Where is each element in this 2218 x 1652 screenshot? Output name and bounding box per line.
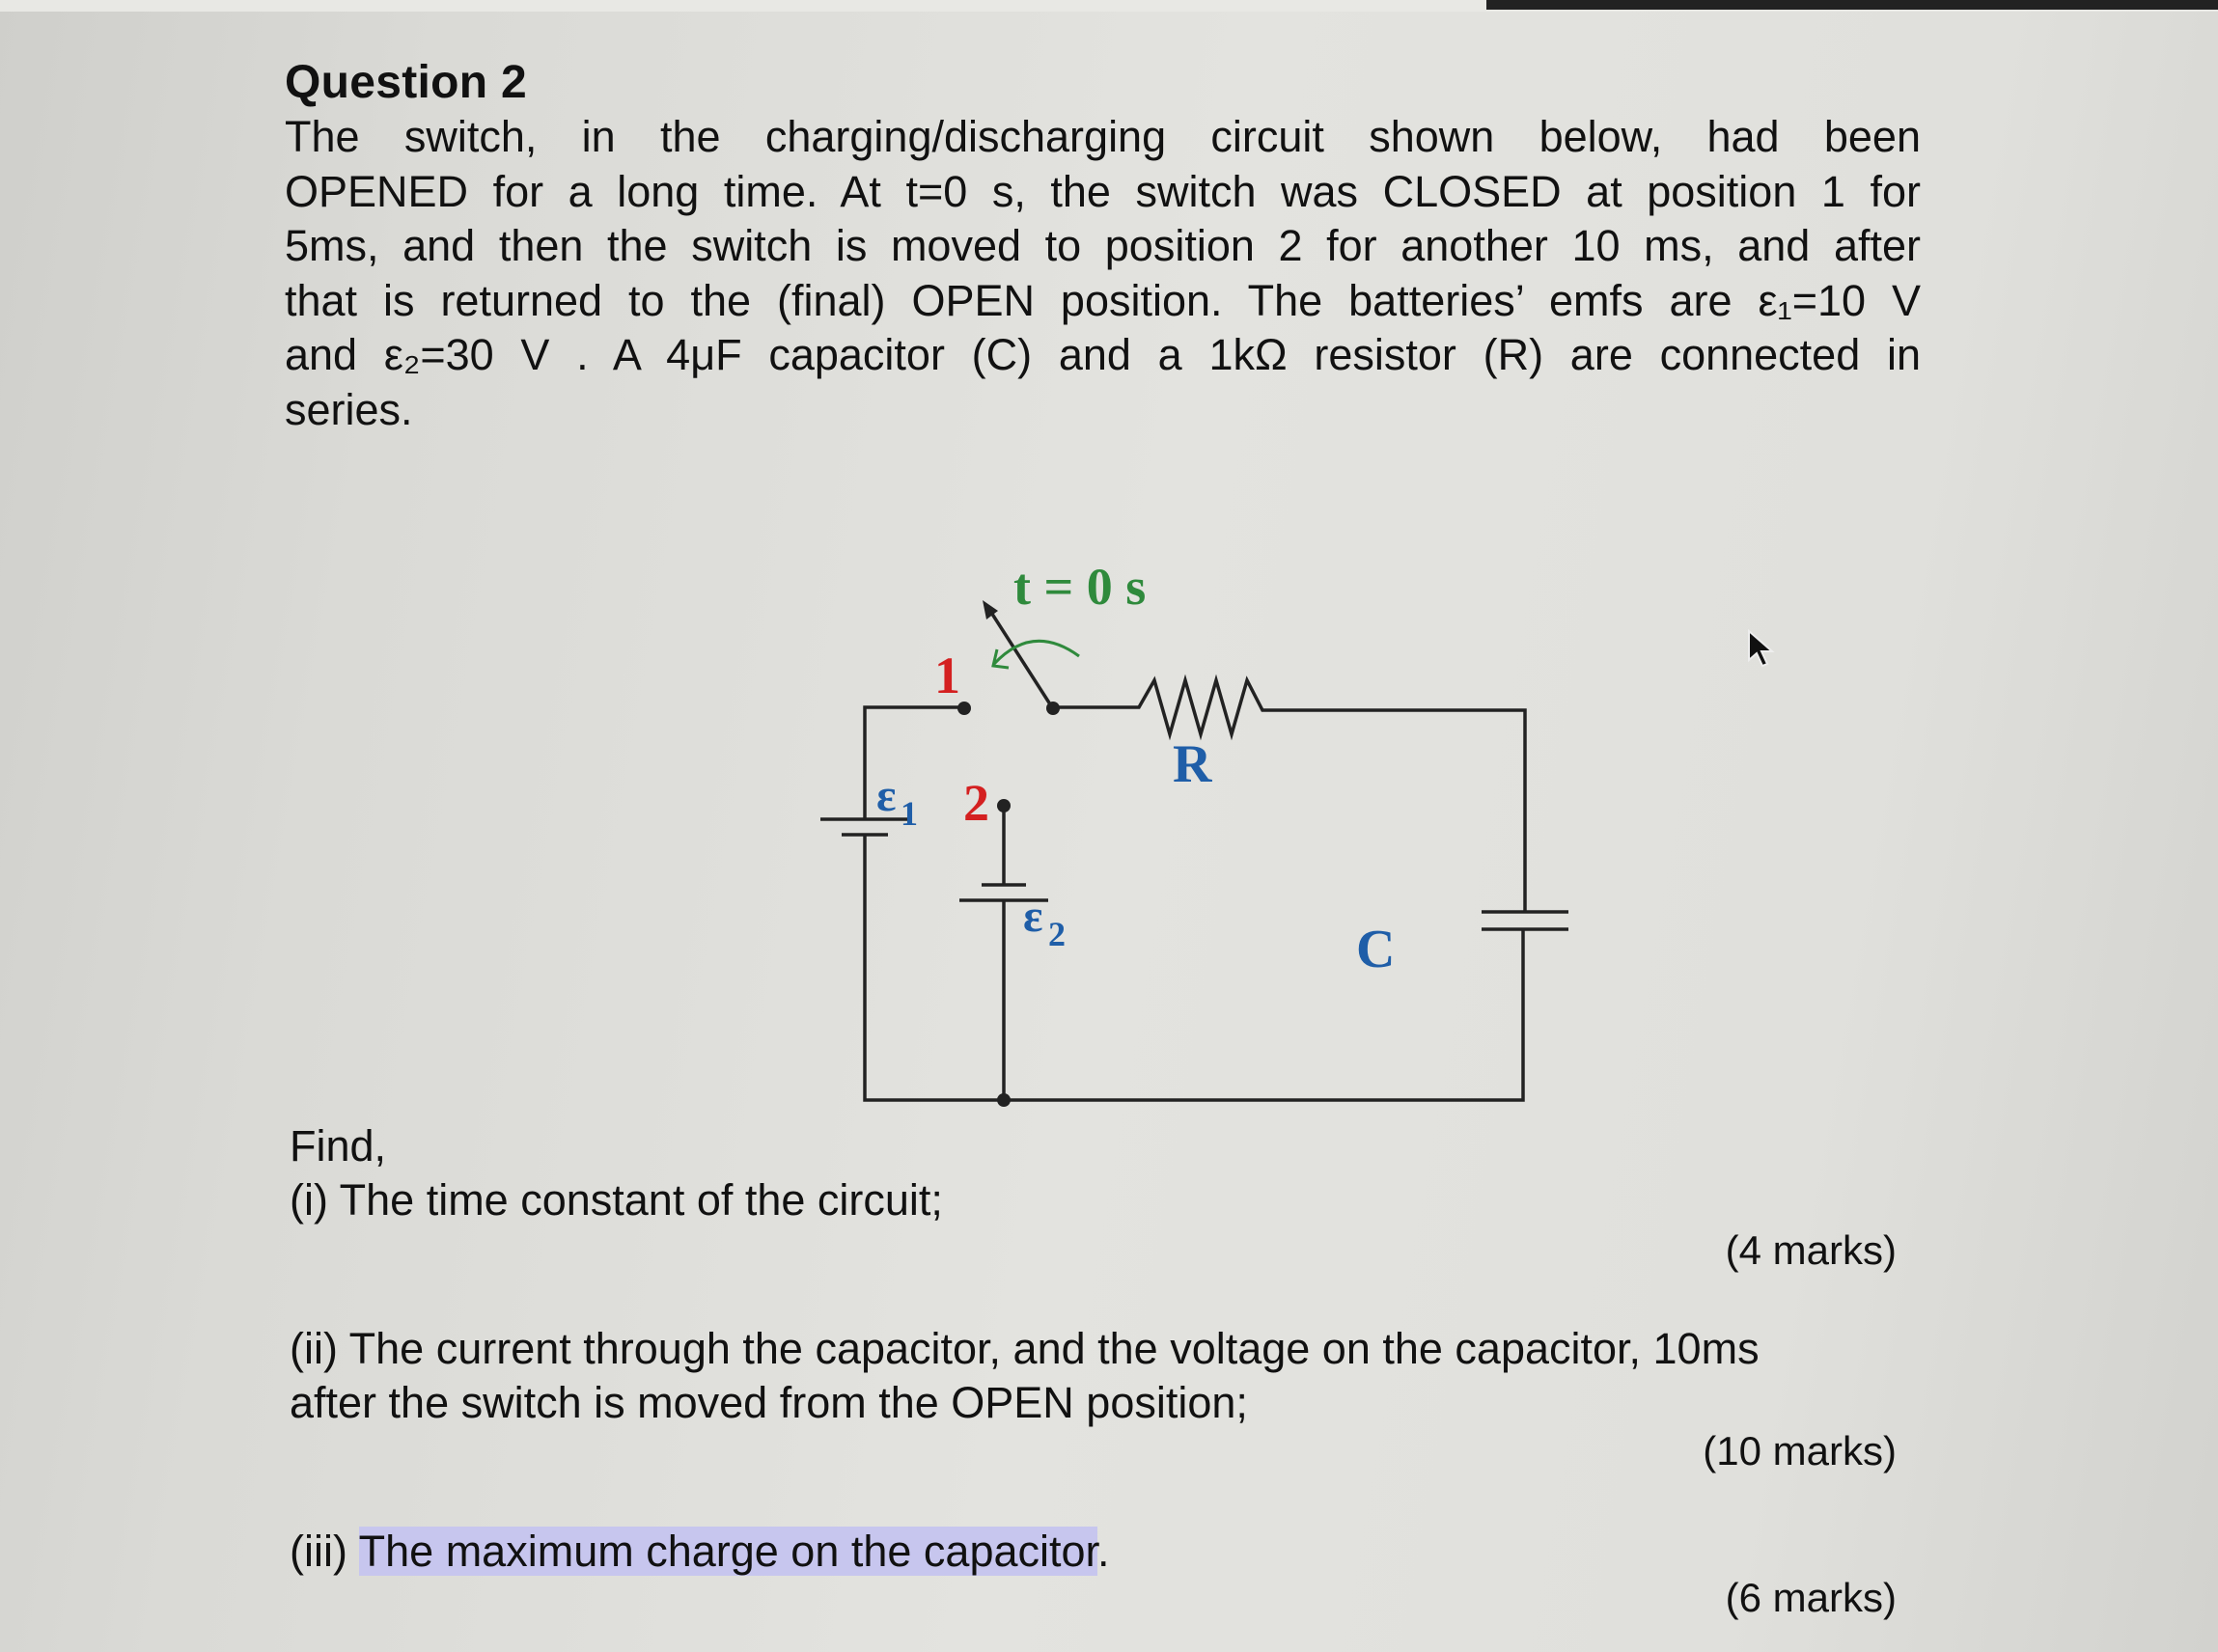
part-iii-suffix: .: [1097, 1527, 1110, 1576]
emf1-label: [876, 770, 918, 833]
part-ii-marks: (10 marks): [1703, 1428, 1897, 1473]
paragraph-line: and ε₂=30 V . A 4μF capacitor (C) and a 1kΩ resistor (R) are connected in: [285, 330, 1921, 379]
switch-pivot-dot: [1046, 702, 1060, 715]
mouse-pointer-icon: [1747, 629, 1776, 670]
paragraph-line: The switch, in the charging/discharging circuit shown below, had been: [285, 112, 1921, 161]
svg-text:1: 1: [901, 794, 918, 833]
circuit-diagram: [772, 521, 2027, 1168]
question-paragraph: [285, 110, 1921, 437]
capacitor-label: C: [1356, 920, 1396, 979]
terminal-2-dot: [997, 799, 1011, 812]
part-i-text: (i) The time constant of the circuit;: [290, 1175, 943, 1225]
paragraph-line: OPENED for a long time. At t=0 s, the switch was CLOSED at position 1 for: [285, 166, 1921, 216]
question-page: [280, 48, 1921, 1652]
top-edge: [0, 0, 2218, 12]
part-i-marks: (4 marks): [1725, 1227, 1897, 1273]
part-iii-prefix: (iii): [290, 1527, 359, 1576]
paragraph-line: 5ms, and then the switch is moved to position 2 for another 10 ms, and after: [285, 221, 1921, 270]
wire-left-bottom: [865, 835, 1523, 1100]
svg-text:2: 2: [1048, 915, 1066, 953]
svg-text:ε: ε: [876, 770, 897, 821]
junction-dot: [997, 1093, 1011, 1107]
wire-top-right: [1052, 680, 1525, 912]
paragraph-line: that is returned to the (final) OPEN position. The batteries’ emfs are ε₁=10 V: [285, 275, 1921, 325]
dark-edge: [1486, 0, 2218, 10]
part-iii-marks: (6 marks): [1725, 1575, 1897, 1620]
question-heading: Question 2: [285, 57, 528, 108]
resistor-label: R: [1173, 734, 1212, 794]
switch-blade: [988, 608, 1052, 707]
position-2-label: 2: [963, 774, 989, 832]
find-label: Find,: [290, 1121, 387, 1170]
switch-time-label: t = 0 s: [1013, 558, 1147, 616]
position-1-label: 1: [934, 647, 960, 704]
part-ii-line2: after the switch is moved from the OPEN position;: [290, 1378, 1248, 1427]
paragraph-line: series.: [285, 384, 413, 434]
switch-motion-arrow: [994, 641, 1079, 664]
part-ii-line1: (ii) The current through the capacitor, and the voltage on the capacitor, 10ms: [290, 1324, 1760, 1373]
svg-text:ε: ε: [1023, 891, 1043, 942]
highlighted-text[interactable]: The maximum charge on the capacitor: [358, 1527, 1098, 1576]
part-iii-text: [290, 1525, 1110, 1579]
